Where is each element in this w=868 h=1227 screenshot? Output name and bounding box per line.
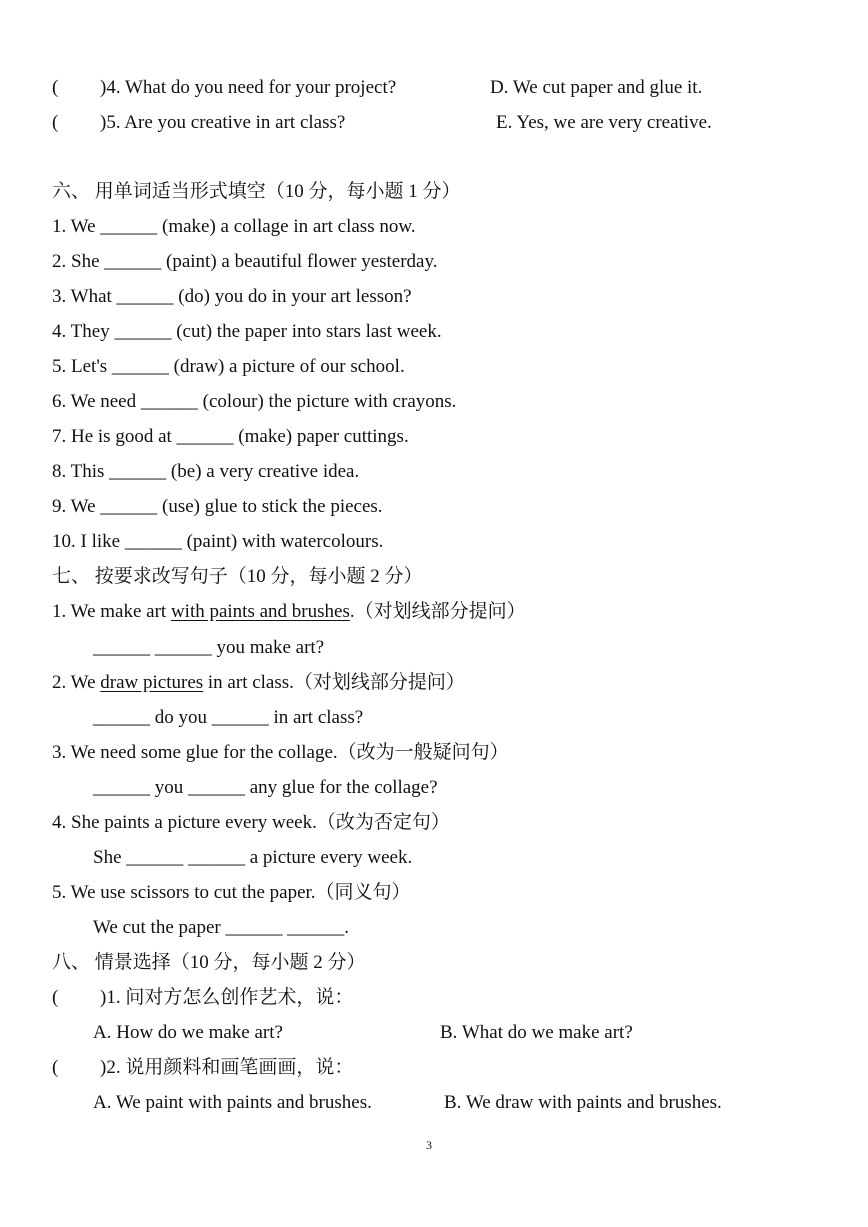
fill-item-6: 6. We need ______ (colour) the picture with crayons. <box>52 391 457 412</box>
fill-item-8: 8. This ______ (be) a very creative idea. <box>52 461 360 482</box>
fill-item-10: 10. I like ______ (paint) with watercolours. <box>52 531 384 552</box>
paren-open: ( <box>52 1057 59 1078</box>
matching-question-4: )4. What do you need for your project? <box>100 77 397 98</box>
fill-item-7: 7. He is good at ______ (make) paper cuttings. <box>52 426 409 447</box>
section-8-heading: 八、 情景选择（10 分，每小题 2 分） <box>52 952 366 973</box>
rewrite-item-5: 5. We use scissors to cut the paper.（同义句） <box>52 882 411 903</box>
matching-answer-d: D. We cut paper and glue it. <box>490 77 703 98</box>
fill-item-1: 1. We ______ (make) a collage in art class now. <box>52 216 416 237</box>
fill-item-2: 2. She ______ (paint) a beautiful flower yesterday. <box>52 251 438 272</box>
rewrite-answer-3: ______ you ______ any glue for the collage? <box>93 777 438 798</box>
paren-open: ( <box>52 112 59 133</box>
fill-item-9: 9. We ______ (use) glue to stick the pieces. <box>52 496 383 517</box>
rewrite-answer-4: She ______ ______ a picture every week. <box>93 847 413 868</box>
rewrite-item-3: 3. We need some glue for the collage.（改为一般疑问句） <box>52 742 509 763</box>
situation-1-option-b: B. What do we make art? <box>440 1022 633 1043</box>
matching-question-5: )5. Are you creative in art class? <box>100 112 346 133</box>
rewrite-item-4: 4. She paints a picture every week.（改为否定句） <box>52 812 450 833</box>
paren-open: ( <box>52 987 59 1008</box>
matching-answer-e: E. Yes, we are very creative. <box>496 112 712 133</box>
situation-prompt-2: )2. 说用颜料和画笔画画，说： <box>100 1057 354 1078</box>
rewrite-item-1: 1. We make art with paints and brushes.（对划线部分提问） <box>52 601 526 622</box>
fill-item-4: 4. They ______ (cut) the paper into stars last week. <box>52 321 442 342</box>
rewrite-answer-2: ______ do you ______ in art class? <box>93 707 364 728</box>
situation-2-option-b: B. We draw with paints and brushes. <box>444 1092 722 1113</box>
underlined-phrase: draw pictures <box>100 672 204 693</box>
rewrite-answer-1: ______ ______ you make art? <box>93 637 325 658</box>
rewrite-answer-5: We cut the paper ______ ______. <box>93 917 349 938</box>
section-6-heading: 六、 用单词适当形式填空（10 分，每小题 1 分） <box>52 181 461 202</box>
section-7-heading: 七、 按要求改写句子（10 分，每小题 2 分） <box>52 566 423 587</box>
situation-prompt-1: )1. 问对方怎么创作艺术，说： <box>100 987 354 1008</box>
page-number: 3 <box>426 1138 432 1152</box>
fill-item-3: 3. What ______ (do) you do in your art lesson? <box>52 286 412 307</box>
paren-open: ( <box>52 77 59 98</box>
situation-2-option-a: A. We paint with paints and brushes. <box>93 1092 372 1113</box>
fill-item-5: 5. Let's ______ (draw) a picture of our school. <box>52 356 405 377</box>
situation-1-option-a: A. How do we make art? <box>93 1022 283 1043</box>
rewrite-item-2: 2. We draw pictures in art class.（对划线部分提问） <box>52 672 465 693</box>
underlined-phrase: with paints and brushes <box>170 601 350 622</box>
